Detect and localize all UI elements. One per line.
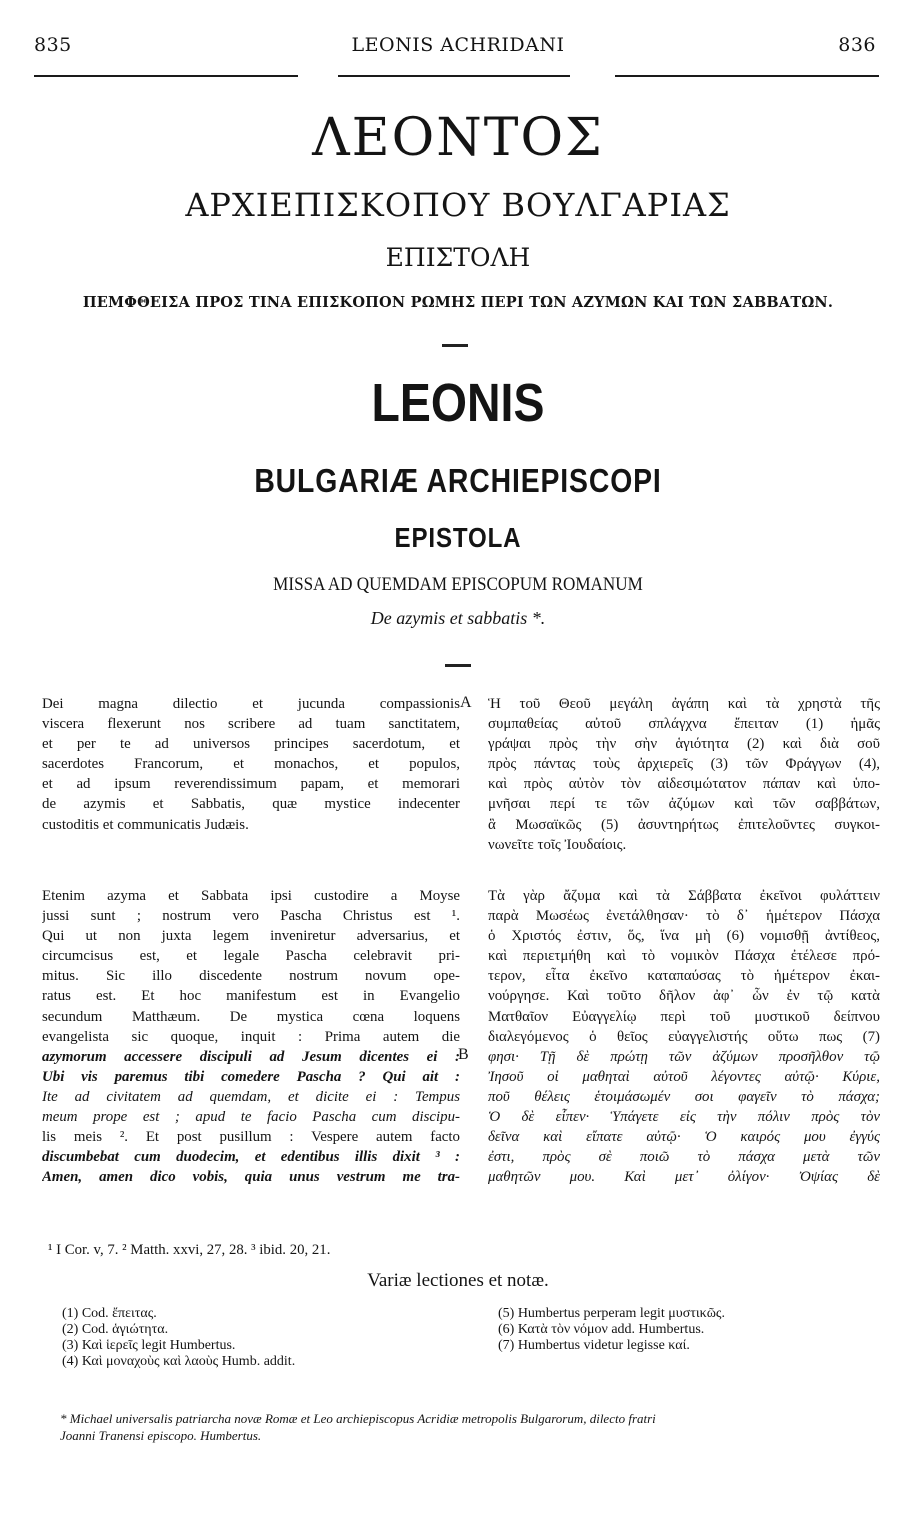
text-line: ἃ Μωσαϊκῶς (5) ἀσυντηρήτως ἐπιτελοῦντες συγκοι-: [488, 816, 880, 833]
text-line: ἐστι, πρὸς σὲ ποιῶ τὸ πάσχα μετὰ τῶν: [488, 1149, 880, 1166]
margin-marker-a: A: [460, 694, 472, 711]
greek-heading: ΕΠΙΣΤΟΛΗ: [385, 243, 531, 272]
variant-note: (2) Cod. ἁγιώτητα.: [62, 1322, 169, 1337]
variant-notes-right: [498, 1306, 725, 1354]
header-rule-center: [338, 75, 570, 77]
greek-paragraph-2: [488, 886, 880, 1187]
text-line: νωνεῖτε τοῖς Ἰουδαίοις.: [488, 836, 627, 853]
latin-subject: De azymis et sabbatis *.: [370, 608, 546, 628]
text-line: Τὰ γὰρ ἄζυμα καὶ τὰ Σάββατα ἐκεῖνοι φυλάττειν: [488, 888, 880, 904]
text-line: Ματθαῖον Εὐαγγελίῳ περὶ τοῦ μυστικοῦ δείπνου: [488, 1008, 880, 1025]
latin-subtitle: BULGARIÆ ARCHIEPISCOPI: [254, 462, 662, 499]
scripture-footnotes: ¹ I Cor. v, 7. ² Matth. xxvi, 27, 28. ³ ibid. 20, 21.: [48, 1242, 331, 1258]
latin-paragraph-2: [42, 886, 460, 1187]
text-line: δεῖνα καὶ εἴπατε αὐτῷ· Ὁ καιρός μου ἐγγύς: [488, 1129, 880, 1146]
variant-note: (1) Cod. ἔπειτας.: [62, 1306, 157, 1321]
header-rule-right: [615, 75, 879, 77]
variant-note: (6) Κατὰ τὸν νόμον add. Humbertus.: [498, 1322, 705, 1337]
latin-description: MISSA AD QUEMDAM EPISCOPUM ROMANUM: [273, 574, 643, 595]
text-line: et ad ipsum reverendissimum papam, et memorari: [42, 776, 460, 793]
title-separator: [442, 344, 468, 347]
variant-note: (7) Humbertus videtur legisse καί.: [498, 1338, 690, 1353]
text-line: azymorum accessere discipuli ad Jesum dicentes ei :: [42, 1048, 460, 1065]
greek-description: ΠΕΜΦΘΕΙΣΑ ΠΡΟΣ ΤΙΝΑ ΕΠΙΣΚΟΠΟΝ ΡΩΜΗΣ ΠΕΡΙ ΤΩΝ ΑΖΥΜΩΝ ΚΑΙ ΤΩΝ ΣΑΒΒΑΤΩΝ.: [82, 294, 834, 311]
text-line: de azymis et Sabbatis, quæ mystice indecenter: [42, 796, 460, 813]
greek-subtitle: ΑΡΧΙΕΠΙΣΚΟΠΟΥ ΒΟΥΛΓΑΡΙΑΣ: [185, 186, 731, 224]
text-line: sacerdotes Francorum, et monachos, et populos,: [42, 756, 460, 773]
text-line: Ἰησοῦ οἱ μαθηταὶ αὐτοῦ λέγοντες αὐτῷ· Κύριε,: [488, 1068, 880, 1085]
footnote-line: Joanni Tranensi episcopo. Humbertus.: [60, 1428, 262, 1443]
running-title: LEONIS ACHRIDANI: [351, 34, 565, 56]
page-number-left: 835: [34, 34, 72, 56]
variant-notes-left: [62, 1306, 295, 1370]
latin-paragraph-1: [42, 694, 460, 835]
variant-note: (3) Καὶ ἱερεῖς legit Humbertus.: [62, 1338, 236, 1353]
text-line: Qui ut non juxta legem inveniretur adversarius, et: [42, 928, 460, 945]
text-line: ποῦ θέλεις ἑτοιμάσωμέν σοι φαγεῖν τὸ πάσχα;: [488, 1088, 880, 1105]
text-line: circumcisus est, et legale Pascha celebravit pri-: [42, 948, 460, 965]
text-line: καὶ πρὸς αὐτὸν τὸν αἰδεσιμώτατον πάπαν καὶ ὑπο-: [488, 776, 880, 793]
text-line: φησι· Τῇ δὲ πρώτῃ τῶν ἀζύμων προσῆλθον τῷ: [488, 1048, 880, 1065]
text-line: Etenim azyma et Sabbata ipsi custodire a Moyse: [42, 888, 460, 904]
text-line: παρὰ Μωσέως ἐνετάλθησαν· τὸ δ᾽ ἡμέτερον Πάσχα: [488, 908, 880, 925]
footnote-line: * Michael universalis patriarcha novæ Romæ et Leo archiepiscopus Acridiæ metropolis Bulgarorum, dilecto fratri: [60, 1411, 656, 1426]
text-line: Ὁ δὲ εἶπεν· Ὑπάγετε εἰς τὴν πόλιν πρὸς τὸν: [488, 1109, 880, 1126]
text-line: secundum Matthæum. De mystica cœna loquens: [42, 1008, 460, 1025]
editorial-footnote: [60, 1410, 880, 1444]
text-line: meum prope est ; apud te facio Pascha cum discipu-: [42, 1109, 460, 1126]
greek-paragraph-1: [488, 694, 880, 855]
text-line: viscera flexerunt nos scribere ad tuam sanctitatem,: [42, 716, 460, 733]
text-line: Amen, amen dico vobis, quia unus vestrum me tra-: [42, 1169, 460, 1186]
text-line: ratus est. Et hoc manifestum est in Evangelio: [42, 988, 460, 1005]
text-line: νούργησε. Καὶ τοῦτο δῆλον ἀφ᾽ ὧν ἐν τῷ κατὰ: [488, 988, 880, 1005]
page-number-right: 836: [838, 34, 876, 56]
text-line: τερον, εἶτα ἐκεῖνο καταπαύσας τὸ ἡμέτερον ἐκαι-: [488, 968, 880, 985]
latin-author-title: LEONIS: [371, 373, 545, 433]
variant-note: (5) Humbertus perperam legit μυστικῶς.: [498, 1306, 725, 1321]
text-line: Ἡ τοῦ Θεοῦ μεγάλη ἀγάπη καὶ τὰ χρηστὰ τῆς: [488, 696, 880, 712]
header-rule-left: [34, 75, 298, 77]
text-line: evangelista sic quoque, inquit : Prima autem die: [42, 1028, 460, 1045]
text-line: lis meis ². Et post pusillum : Vespere autem facto: [42, 1129, 460, 1146]
text-line: Dei magna dilectio et jucunda compassionis: [42, 696, 460, 712]
variant-note: (4) Καὶ μοναχοὺς καὶ λαοὺς Humb. addit.: [62, 1354, 296, 1369]
text-line: μαθητῶν μου. Καὶ μετ᾽ ὀλίγον· Ὀψίας δὲ: [488, 1169, 880, 1186]
text-line: γράψαι πρὸς τὴν σὴν ἁγιότητα (2) καὶ διὰ σοῦ: [488, 736, 880, 753]
text-line: ὁ Χριστός ἐστιν, ὅς, ἵνα μὴ (6) νομισθῇ ἀντίθεος,: [488, 928, 880, 945]
text-line: καὶ περιετμήθη καὶ τὸ νομικὸν Πάσχα ἐτέλεσε πρό-: [488, 948, 880, 965]
margin-marker-b: B: [458, 1046, 469, 1063]
text-line: συμπαθείας αὐτοῦ σπλάγχνα ἔπειταν (1) ἡμᾶς: [488, 716, 880, 733]
text-line: jussi sunt ; nostrum vero Pascha Christus est ¹.: [42, 908, 460, 925]
text-line: discumbebat cum duodecim, et edentibus illis dixit ³ :: [42, 1149, 460, 1166]
text-line: et per te ad universos principes sacerdotum, et: [42, 736, 460, 753]
greek-author-title: ΛΕΟΝΤΟΣ: [312, 108, 604, 168]
text-line: Ubi vis paremus tibi comedere Pascha ? Qui ait :: [42, 1068, 460, 1085]
text-line: Ite ad civitatem ad quemdam, et dicite ei : Tempus: [42, 1088, 460, 1105]
latin-heading: EPISTOLA: [394, 522, 522, 553]
body-separator: [445, 664, 471, 667]
variae-lectiones-heading: Variæ lectiones et notæ.: [367, 1270, 549, 1291]
text-line: διαλεγόμενος ὁ θεῖος εὐαγγελιστής οὕτω πως (7): [488, 1028, 880, 1045]
text-line: μνῆσαι περί τε τῶν ἀζύμων καὶ τῶν σαββάτων,: [488, 796, 880, 813]
text-line: mitus. Sic illo discedente nostrum novum ope-: [42, 968, 460, 985]
text-line: πρὸς πάντας τοὺς ἀρχιερεῖς (3) τῶν Φράγγων (4),: [488, 756, 880, 773]
text-line: custoditis et communicatis Judæis.: [42, 816, 249, 833]
